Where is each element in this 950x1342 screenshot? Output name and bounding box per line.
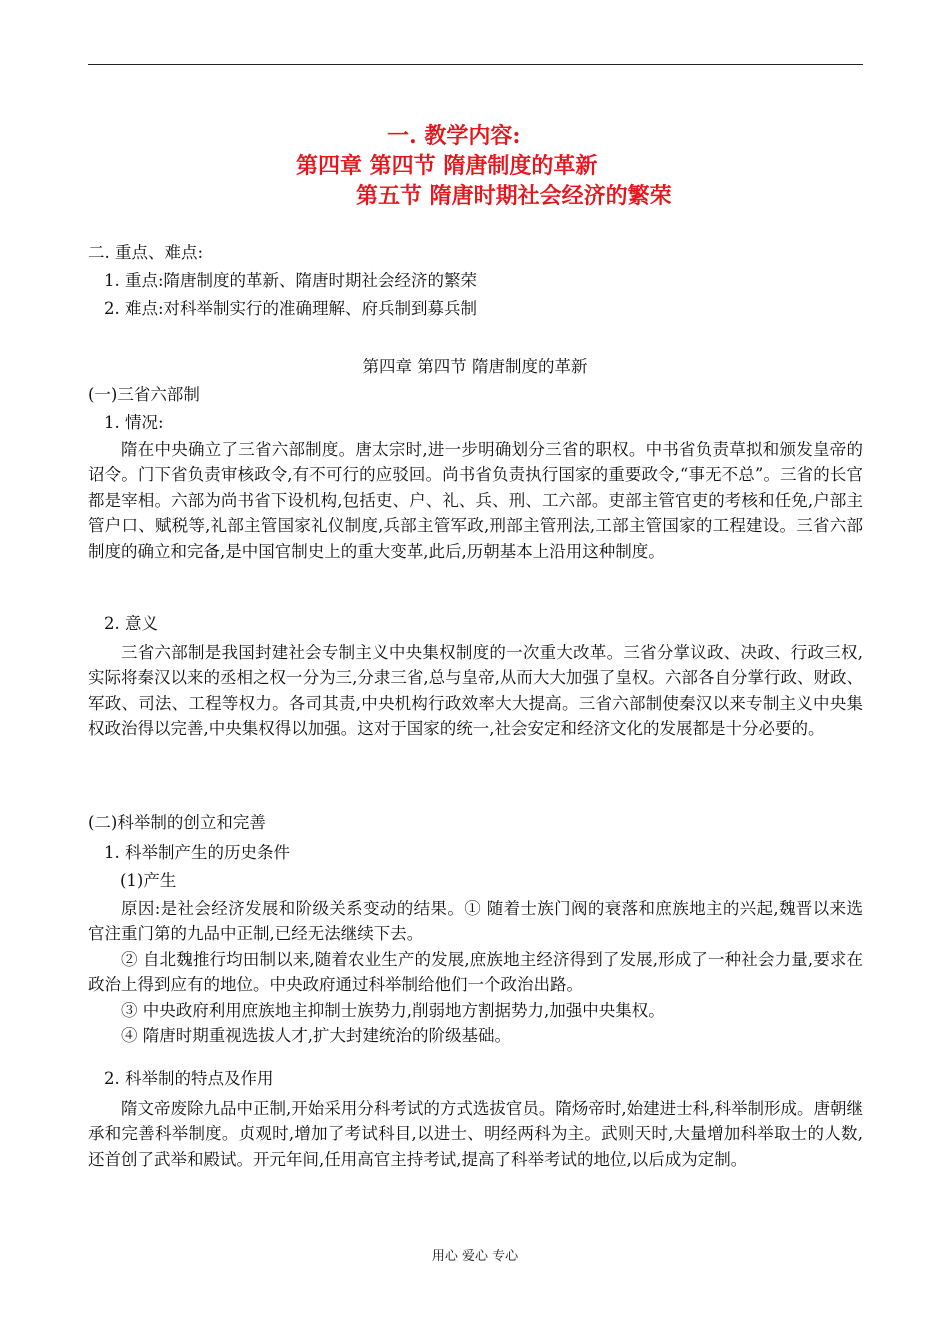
part2-sub1a: (1)产生 (120, 871, 177, 890)
part2-sub2: 2. 科举制的特点及作用 (104, 1069, 274, 1088)
part1-sub2: 2. 意义 (104, 614, 158, 633)
title-line-2: 第四章 第四节 隋唐制度的革新 (296, 153, 598, 179)
part2-sub1: 1. 科举制产生的历史条件 (104, 843, 290, 862)
header-rule (88, 64, 863, 65)
page-footer: 用心 爱心 专心 (431, 1249, 519, 1264)
part2-heading: (二)科举制的创立和完善 (88, 813, 266, 832)
part2-para-text: 隋文帝废除九品中正制,开始采用分科考试的方式选拔官员。隋炀帝时,始建进士科,科举制形成。唐朝继承和完善科举制度。贞观时,增加了考试科目,以进士、明经两科为主。武则天时,大量增加科举取士的人数,还首创了武举和殿试。开元年间,任用高官主持考试,提高了科举考试的地位,以后成为定制。 (88, 1099, 863, 1169)
key-point-2: 2. 难点:对科举制实行的准确理解、府兵制到募兵制 (104, 299, 478, 318)
key-point-1: 1. 重点:隋唐制度的革新、隋唐时期社会经济的繁荣 (104, 271, 478, 290)
title-line-1: 一. 教学内容: (387, 123, 521, 149)
section-title: 第四章 第四节 隋唐制度的革新 (362, 357, 588, 376)
part1-paragraph-1 (88, 437, 863, 564)
reason-2: ② 自北魏推行均田制以来,随着农业生产的发展,庶族地主经济得到了发展,形成了一种社会力量,要求在政治上得到应有的地位。中央政府通过科举制给他们一个政治出路。 (88, 949, 863, 995)
key-points-heading: 二. 重点、难点: (88, 243, 204, 262)
reason-4: ④ 隋唐时期重视选拔人才,扩大封建统治的阶级基础。 (121, 1026, 511, 1046)
part1-paragraph-2 (88, 640, 863, 742)
reason-3: ③ 中央政府利用庶族地主抑制士族势力,削弱地方割据势力,加强中央集权。 (121, 1000, 665, 1020)
part2-paragraph (88, 1096, 863, 1172)
part2-reasons (88, 896, 863, 1048)
part1-heading: (一)三省六部制 (88, 385, 200, 404)
part1-para2-text: 三省六部制是我国封建社会专制主义中央集权制度的一次重大改革。三省分掌议政、决政、行政三权,实际将秦汉以来的丞相之权一分为三,分隶三省,总与皇帝,从而大大加强了皇权。六部各自分掌行政、财政、军政、司法、工程等权力。各司其责,中央机构行政效率大大提高。三省六部制使秦汉以来专制主义中央集权政治得以完善,中央集权得以加强。这对于国家的统一,社会安定和经济文化的发展都是十分必要的。 (88, 643, 863, 739)
part1-sub1: 1. 情况: (104, 413, 164, 432)
part1-para1-text: 隋在中央确立了三省六部制度。唐太宗时,进一步明确划分三省的职权。中书省负责草拟和颁发皇帝的诏令。门下省负责审核政令,有不可行的应驳回。尚书省负责执行国家的重要政令,“事无不总”。三省的长官都是宰相。六部为尚书省下设机构,包括吏、户、礼、兵、刑、工六部。吏部主管官吏的考核和任免,户部主管户口、赋税等,礼部主管国家礼仪制度,兵部主管军政,刑部主管刑法,工部主管国家的工程建设。三省六部制度的确立和完备,是中国官制史上的重大变革,此后,历朝基本上沿用这种制度。 (88, 440, 863, 561)
reason-1: 原因:是社会经济发展和阶级关系变动的结果。① 随着士族门阀的衰落和庶族地主的兴起,魏晋以来选官注重门第的九品中正制,已经无法继续下去。 (88, 899, 863, 944)
title-line-3: 第五节 隋唐时期社会经济的繁荣 (356, 183, 672, 209)
